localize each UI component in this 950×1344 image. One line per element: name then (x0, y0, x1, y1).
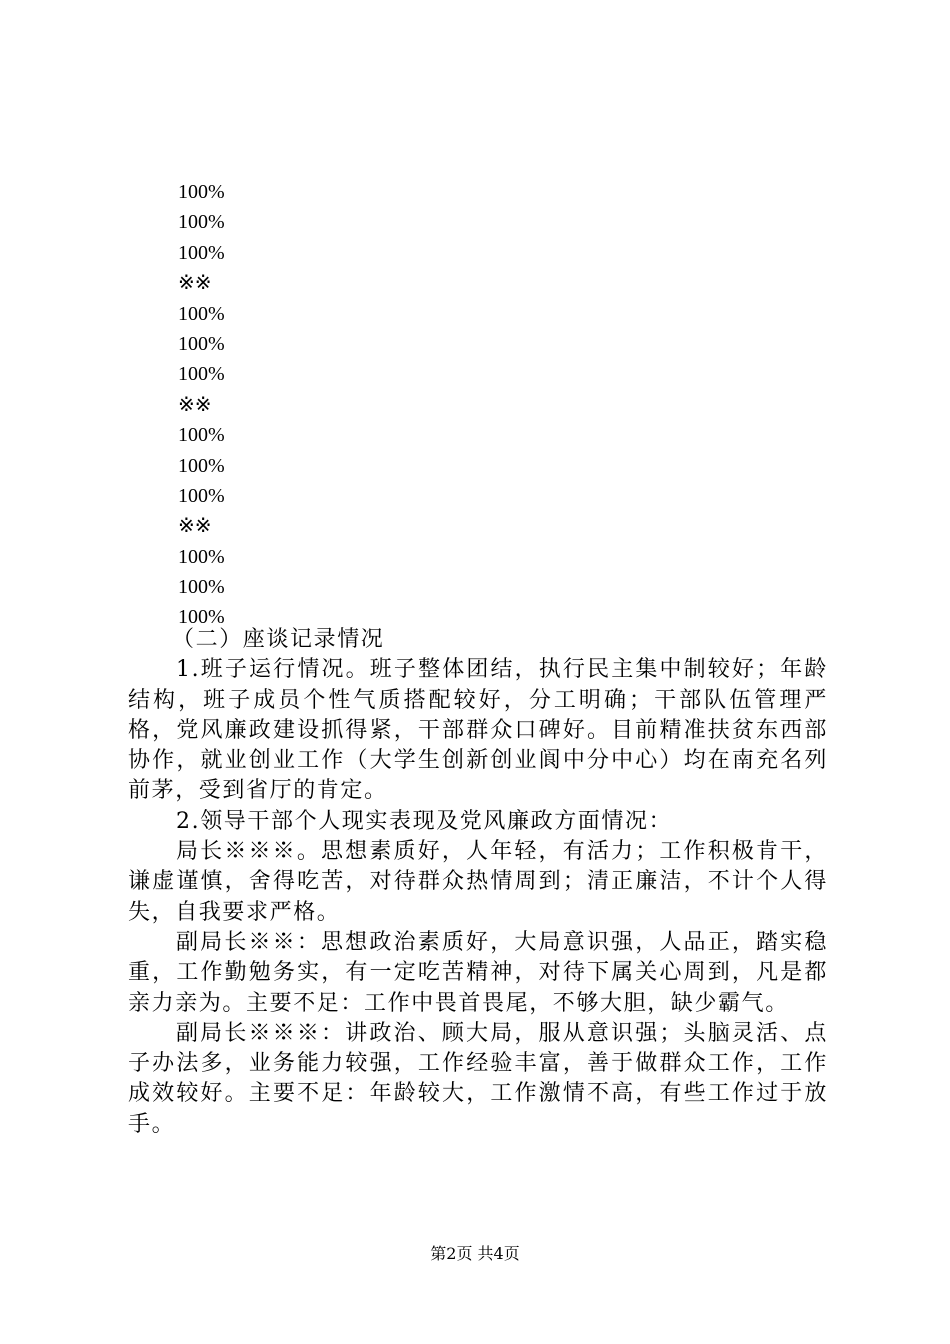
list-item: 100% (178, 576, 225, 599)
paragraph-leaders-intro: 2.领导干部个人现实表现及党风廉政方面情况： (176, 808, 673, 834)
paragraph-director: 局长※※※。思想素质好，人年轻，有活力；工作积极肯干，谦虚谨慎，舍得吃苦，对待群众热情周到；清正廉洁，不计个人得失，自我要求严格。 (128, 839, 828, 925)
list-item: ※※ (178, 515, 212, 538)
list-item: 100% (178, 211, 225, 234)
list-item: 100% (178, 454, 225, 477)
list-item: 100% (178, 606, 225, 629)
list-item: 100% (178, 363, 225, 386)
list-item: 100% (178, 545, 225, 568)
list-item: ※※ (178, 393, 212, 416)
values-list (178, 177, 225, 633)
section-heading: （二）座谈记录情况 (172, 627, 385, 652)
list-item: ※※ (178, 272, 212, 295)
body-text (128, 625, 828, 1140)
list-item: 100% (178, 484, 225, 507)
page-footer: 第2页 共4页 (430, 1244, 520, 1263)
paragraph-deputy-director-1: 副局长※※：思想政治素质好，大局意识强，人品正，踏实稳重，工作勤勉务实，有一定吃苦精神，对待下属关心周到，凡是都亲力亲为。主要不足：工作中畏首畏尾，不够大胆，缺少霸气。 (128, 929, 828, 1016)
paragraph-deputy-director-2: 副局长※※※：讲政治、顾大局，服从意识强；头脑灵活、点子办法多，业务能力较强，工作经验丰富，善于做群众工作，工作成效较好。主要不足：年龄较大，工作激情不高，有些工作过于放手。 (128, 1020, 828, 1137)
list-item: 100% (178, 241, 225, 264)
list-item: 100% (178, 424, 225, 447)
list-item: 100% (178, 181, 225, 203)
list-item: 100% (178, 332, 225, 355)
list-item: 100% (178, 302, 225, 325)
paragraph-team-operation: 1.班子运行情况。班子整体团结，执行民主集中制较好；年龄结构，班子成员个性气质搭配较好，分工明确；干部队伍管理严格，党风廉政建设抓得紧，干部群众口碑好。目前精准扶贫东西部协作，就业创业工作（大学生创新创业阆中分中心）均在南充名列前茅，受到省厅的肯定。 (128, 657, 828, 804)
